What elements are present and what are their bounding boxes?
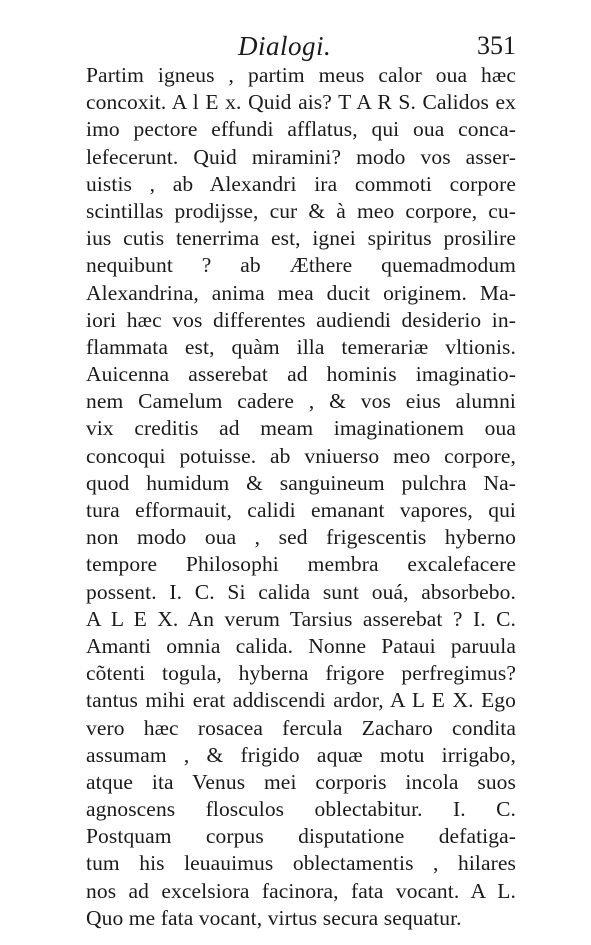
text-line: concoxit. A l E x. Quid ais? T A R S. Calidos ex xyxy=(86,90,516,115)
page-number: 351 xyxy=(477,31,516,60)
text-line: Partim igneus , partim meus calor oua hæc xyxy=(86,63,516,87)
text-line: ius cutis tenerrima est, ignei spiritus prosilire xyxy=(86,226,516,251)
text-line: Amanti omnia calida. Nonne Pataui paruula xyxy=(86,633,516,658)
text-line: nos ad excelsiora facinora, fata vocant. A L. xyxy=(86,878,516,903)
text-line: tempore Philosophi membra excalefacere xyxy=(86,552,516,577)
text-line: possent. I. C. Si calida sunt ouá, absorbebo. xyxy=(86,579,516,604)
page-header xyxy=(86,28,516,64)
text-line: Auicenna asserebat ad hominis imaginatio- xyxy=(86,362,516,387)
text-line: tantus mihi erat addiscendi ardor, A L E X. Ego xyxy=(86,688,516,713)
text-line: flammata est, quàm illa temerariæ vltionis. xyxy=(86,334,516,359)
text-line: Postquam corpus disputatione defatiga- xyxy=(86,824,516,849)
text-line: Quo me fata vocant, virtus secura sequatur. xyxy=(86,905,462,930)
text-line: assumam , & frigido aquæ motu irrigabo, xyxy=(86,742,516,767)
running-title: Dialogi. xyxy=(238,31,332,61)
text-line: non modo oua , sed frigescentis hyberno xyxy=(86,525,516,550)
text-line: tum his leuauimus oblectamentis , hilares xyxy=(86,851,516,876)
text-line: imo pectore effundi afflatus, qui oua conca- xyxy=(86,117,516,142)
text-line: scintillas prodijsse, cur & à meo corpore, cu- xyxy=(86,198,516,223)
text-line: nem Camelum cadere , & vos eius alumni xyxy=(86,389,516,414)
text-line: iori hæc vos differentes audiendi desiderio in- xyxy=(86,307,516,332)
text-line: vix creditis ad meam imaginationem oua xyxy=(86,416,516,441)
text-line: Alexandrina, anima mea ducit originem. Ma- xyxy=(86,280,516,305)
text-line: uistis , ab Alexandri ira commoti corpore xyxy=(86,171,516,196)
text-line: vero hæc rosacea fercula Zacharo condita xyxy=(86,715,516,740)
text-line: lefecerunt. Quid miramini? modo vos asser- xyxy=(86,144,516,169)
text-line: nequibunt ? ab Æthere quemadmodum xyxy=(86,253,516,278)
body-text xyxy=(86,62,516,932)
text-line: tura efformauit, calidi emanant vapores, qui xyxy=(86,498,516,522)
text-line: A L E X. An verum Tarsius asserebat ? I. C. xyxy=(86,606,516,631)
text-line: concoqui potuisse. ab vniuerso meo corpore, xyxy=(86,443,516,468)
text-line: cõtenti togula, hyberna frigore perfregimus? xyxy=(86,661,516,686)
text-line: quod humidum & sanguineum pulchra Na- xyxy=(86,470,516,495)
text-line: agnoscens flosculos oblectabitur. I. C. xyxy=(86,797,516,822)
text-line: atque ita Venus mei corporis incola suos xyxy=(86,769,516,794)
